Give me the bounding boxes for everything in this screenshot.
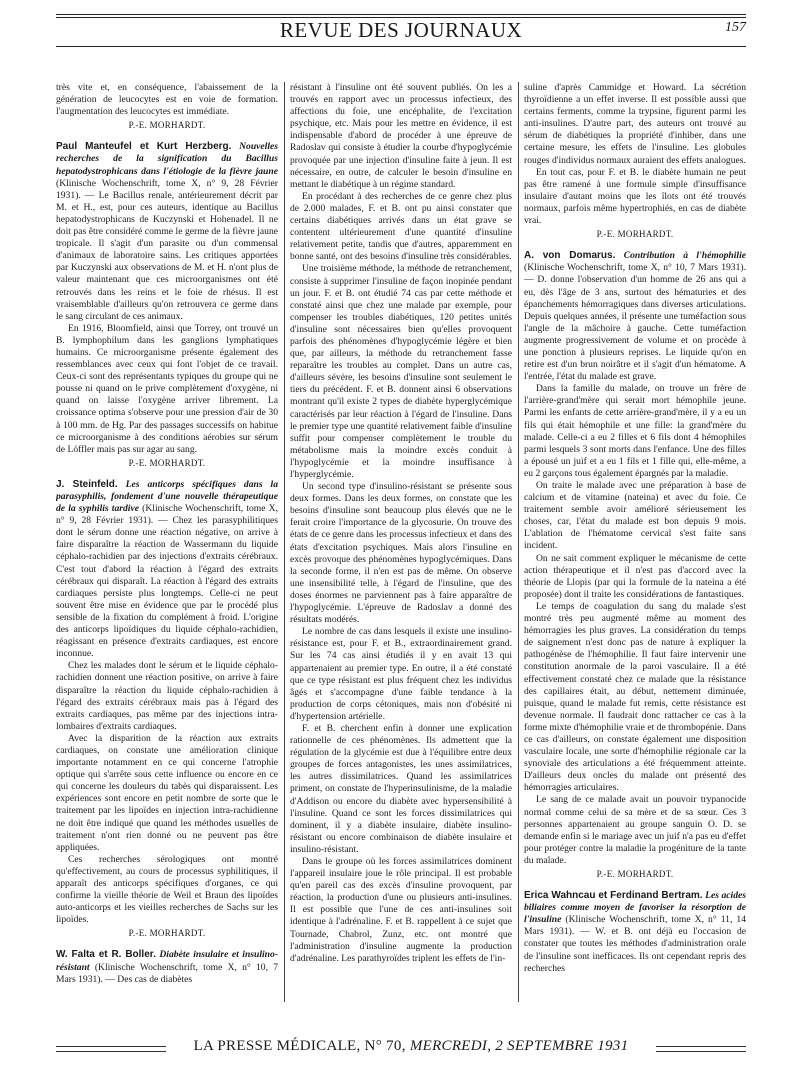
paragraph: Dans la famille du malade, on trouve un frère de l'arrière-grand'mère qui serait mort hémophile jeune. Parmi les enfants de cette arrière-grand'mère, il y a eu un fils qui était hémophile et une fille: la grand'mère du malade. Celle-ci a eu 2 filles et 6 fils dont 4 hémophiles parmi lesquels 3 sont morts dans l'enfance. Une des filles a épousé un juif et a eu 1 fils et 1 fille qui, elle-même, a eu 2 garçons tous également épargnés par la maladie. [524,383,746,479]
article-authors: J. Steinfeld. [56,478,118,490]
paragraph: Le Bacillus renale, antérieurement décrit par M. et H., est, pour ces auteurs, identique au Bacillus hepatodystrophicans de Kuczynski et Hohenadel. Il ne doit pas être considéré comme le germe de la fièvre jaune tropicale. Il s'agit d'un parasite ou d'un commensal d'animaux de laboratoire sains. Les critiques apportées par Kuczynski aux observations de M. et H. n'ont plus de valeur maintenant que ces microorganismes ont été retrouvés dans les reins et le foie de rhésus. Il est vraisemblable d'ailleurs qu'on retrouvera ce germe dans le sang circulant de ces animaux. [56,189,278,322]
article-source: (Klinische Wochenschrift, tome X, n° 11, 14 Mars 1931). — [524,914,746,938]
signature: P.-E. MORHARDT. [596,869,674,879]
footer-date: MERCREDI, 2 SEPTEMBRE 1931 [409,1038,629,1054]
article-authors: Erica Wahncau et Ferdinand Bertram. [524,890,703,902]
article-heading [56,479,278,660]
paragraph: En 1916, Bloomfield, ainsi que Torrey, ont trouvé un B. lymphophilum dans les ganglions lymphatiques humains. Ce microorganisme présente également des ressemblances avec ceux qui font l'objet de ce travail. Ceux-ci sont des représentants typiques du groupe qui ne pousse ni quand on le prive complètement d'oxygène, ni quand on laisse l'oxygène arriver librement. La croissance optima s'observe pour une pression d'air de 30 à 100 mm. de Hg. Par des passages successifs on habitue ce microorganisme à des conditions aérobies sur sérum de Löffler mais pas sur agar au sang. [56,322,278,455]
column-1 [56,82,278,1002]
column-3 [524,82,746,1002]
article-continued [56,82,278,131]
article-columns [56,82,746,1002]
article-heading [524,890,746,975]
signature: P.-E. MORHARDT. [128,928,206,939]
page-number: 157 [725,20,746,35]
paragraph: F. et B. cherchent enfin à donner une explication rationnelle de ces phénomènes. Ils admettent que la régulation de la glycémie est due à l'équilibre entre deux groupes de forces antagonistes, les unes assimilatrices, les autres dissimilatrices. Quand les assimilatrices priment, on constate de l'hyperinsulinisme, de la maladie d'Addison ou encore du diabète avec hypersensibilité à l'insuline. Quand ce sont les forces dissimilatrices qui dominent, il y a diabète insulaire, diabète insulino-résistant ou encore combinaison de diabète insulaire et insulino-résistant. [290,722,512,855]
footer-journal: LA PRESSE MÉDICALE, N° 70, [193,1038,406,1054]
page-footer [56,1038,746,1060]
article-authors: A. von Domarus. [524,250,616,262]
paragraph: Des cas de diabètes [117,973,193,985]
paragraph: Chez les parasyphilitiques dont le sérum donne une réaction négative, on arrive à faire disparaître la réaction de Wassermann du liquide céphalo-rachidien par des injections d'extraits cérébraux. C'est tout d'abord la réaction à l'égard des extraits cérébraux qui disparaît. La réaction à l'égard des extraits cardiaques persiste plus longtemps. Celle-ci ne peut souvent être mise en évidence que par le procédé plus sensible de la fixation du complément à froid. L'origine des anticorps lipoïdiques du liquide céphalo-rachidien, réagissant en présence d'extraits cardiaques, est encore inconnue. [56,515,278,660]
paragraph: très vite et, en conséquence, l'abaissement de la génération de leucocytes est en voie de formation. l'augmentation des leucocytes est immédiate. [56,82,278,118]
page-header [56,14,746,48]
paragraph: Le nombre de cas dans lesquels il existe une insulino-résistance est, pour F. et B., extraordinairement grand. Sur les 74 cas ainsi étudiés il y en avait 13 qui appartenaient au premier type. En outre, il a été constaté que ce type résistant est plus fréquent chez les individus âgés et s'accompagne d'une faible tendance à la production de corps cétoniques, mais non d'obésité ni d'hypertension artérielle. [290,626,512,722]
article-heading [524,250,746,383]
paragraph: résistant à l'insuline ont été souvent publiés. On les a trouvés en rapport avec un processus infectieux, des affections du foie, une encéphalite, de l'excitation psychique, etc. Mais pour les mettre en évidence, il est indispensable d'abord de procéder à une épreuve de Radoslav qui consiste à étudier la courbe d'hypoglycémie provoquée par une injection d'insuline faite à jeun. Il est nécessaire, en outre, de calculer le besoin d'insuline en mettant le diabétique à un régime standard. [290,82,512,190]
signature: P.-E. MORHARDT. [128,120,206,131]
paragraph: On ne sait comment expliquer le mécanisme de cette action thérapeutique et il n'est pas d'accord avec la théorie de Llopis (par qui la formule de la nateina a été proposée) dont il traite les considérations de fantastiques. [524,552,746,600]
article-heading [56,141,278,322]
footer-rule [656,1046,746,1052]
article-wahncau [524,890,746,975]
article-manteufel [56,141,278,469]
paragraph: Le temps de coagulation du sang du malade s'est montré très peu augmenté même au moment des hémorragies les plus graves. La considération du temps de saignement n'est donc pas de nature à expliquer la pathogénèse de l'hémophilie. Il faut faire intervenir une constitution anormale de la paroi vasculaire. Il a été effectivement constaté chez ce malade que la résistance des capillaires était, au début, nettement diminuée, puisque, quand le malade fut remis, cette résistance est devenue normale. Il faudrait donc rattacher ce cas à la forme mixte d'hémophilie vraie et de thrombopénie. Dans ce cas d'ailleurs, on constate également une disposition vasculaire locale, une sorte d'hémophilie régionale car la synoviale des articulations a été fréquemment atteinte. D'ailleurs deux oncles du malade ont présenté des hémorragies articulaires. [524,600,746,794]
article-falta [56,949,278,985]
paragraph: Dans le groupe où les forces assimilatrices dominent l'appareil insulaire joue le rôle principal. Il est probable qu'en pareil cas des excès d'insuline provoquent, par réaction, la production d'une ou plusieurs anti-insulines. Il est possible que l'une de ces anti-insulines soit identique à l'adrénaline. F. et B. rappellent à ce sujet que Tournade, Chabrol, Zunz, etc. ont montré que l'administration d'insuline augmente la production d'adrénaline. Les parathyroïdes triplent les effets de l'in- [290,856,512,964]
article-source: (Klinische Wochenschrift, tome X, n° 10, 7 Mars 1931). — [524,262,746,286]
column-divider [518,82,519,1002]
column-divider [284,82,285,1002]
paragraph: suline d'après Cammidge et Howard. La sécrétion thyroïdienne a un effet inverse. Il est possible aussi que certains ferments, comme la trypsine, figurent parmi les anti-insulines. D'autre part, des auteurs ont trouvé au sérum de diabétiques la propriété d'inhiber, dans une certaine mesure, les effets de l'insuline. Les globules rouges d'individus normaux auraient des effets analogues. [524,82,746,166]
article-domarus [524,250,746,880]
article-continued [524,82,746,240]
signature: P.-E. MORHARDT. [128,457,206,468]
paragraph: D. donne l'observation d'un homme de 26 ans qui a eu, dès l'âge de 3 ans, surtout des hématuries et des épanchements hémorragiques dans diverses articulations. Depuis quelques années, il présente une tuméfaction sous l'angle de la mâchoire à gauche. Cette tuméfaction augmente progressivement de volume et on procède à une ponction à plusieurs reprises. Le liquide qu'on en retire est d'un brun noirâtre et il s'agit d'un hématome. A l'entrée, l'état du malade est grave. [524,274,746,383]
article-heading [56,949,278,985]
paragraph: Une troisième méthode, la méthode de retranchement, consiste à supprimer l'insuline de façon inopinée pendant un jour. F. et B. ont étudié 74 cas par cette méthode et constaté ainsi que chez une malade par exemple, pour compenser les troubles diabétiques, 120 petites unités d'insuline sont nécessaires bien qu'elles provoquent parfois des phénomènes d'hypoglycémie légère et bien que, par ailleurs, la méthode du retranchement fasse reparaître les troubles au complet. Dans un autre cas, d'ailleurs sévère, les besoins d'insuline sont seulement le tiers du précédent. F. et B. donnent ainsi 6 observations montrant qu'il existe 2 types de diabète hyperglycémique caractérisés par leur réaction à l'égard de l'insuline. Dans le premier type une quantité relativement faible d'insuline suffit pour compenser complètement le trouble du métabolisme mais la moindre excès conduit à l'hypoglycémie et la moindre insuffisance à l'hyperglycémie. [290,263,512,480]
article-title: Diabète insulaire et insulino-résistant [56,949,278,973]
journal-section-title: REVUE DES JOURNAUX [279,18,523,42]
article-authors: Paul Manteufel et Kurt Herzberg. [56,141,232,153]
footer-rule [56,1046,166,1052]
paragraph: Ces recherches sérologiques ont montré qu'effectivement, au cours de processus syphilitiques, il apparaît des anticorps spécifiques d'organes, ce qui confirme la vieille théorie de Weil et Braun des lipoïdes auto-anticorps et les vieilles recherches de Sachs sur les lipoïdes. [56,853,278,926]
paragraph: Avec la disparition de la réaction aux extraits cardiaques, on constate une amélioration clinique importante notamment en ce qui concerne l'atrophie optique qui s'arrête sous cette influence ou encore en ce qui concerne les douleurs du tabès qui disparaissent. Les expériences sont encore en petit nombre de sorte que le traitement par les lipoïdes en injection intra-rachidienne ne doit être indiqué que quand les méthodes usuelles de traitement n'ont rien donné ou ne peuvent pas être appliquées. [56,732,278,853]
paragraph: W. et B. ont déjà eu l'occasion de constater que toutes les méthodes d'administration orale de l'insuline sont inefficaces. Ils ont cependant repris des recherches [524,926,746,974]
article-source: (Klinische Wochenschrift, tome X, n° 9, 28 Février 1931). — [56,503,278,527]
signature: P.-E. MORHARDT. [596,229,674,240]
paragraph: En tout cas, pour F. et B. le diabète humain ne peut pas être ramené à une formule simple d'insuffisance insulaire d'autant moins que les îlots ont été trouvés normaux, parfois même hypertrophiés, en cas de diabète vrai. [524,166,746,227]
article-title: Les anticorps spécifiques dans la parasyphilis, fondement d'une nouvelle thérapeutique de la syphilis tardive [56,478,278,515]
article-title: Contribution à l'hémophilie [623,250,746,262]
column-2 [290,82,512,1002]
article-steinfeld [56,479,278,940]
article-source: (Klinische Wochenschrift, tome X, n° 10, 7 Mars 1931). — [56,961,278,985]
article-source: (Klinische Wochenschrift, tome X, n° 9, 28 Février 1931). — [56,177,278,201]
paragraph: Le sang de ce malade avait un pouvoir trypanocide normal comme celui de sa mère et de sa sœur. Ces 3 personnes appartenaient au groupe sanguin O. D. se demande enfin si le mariage avec un juif n'a pas eu d'effet pour protéger contre la maladie la progéniture de la tante du malade. [524,794,746,866]
article-authors: W. Falta et R. Boller. [56,949,156,961]
paragraph: Un second type d'insulino-résistant se présente sous deux formes. Dans les deux formes, on constate que les besoins d'insuline sont beaucoup plus élevés que ne le ferait croire l'importance de la glycosurie. On trouve des états de ce genre dans les processus infectieux et dans des états d'excitation psychiques. Mais alors l'insuline en excès provoque des phénomènes hypoglycémiques. Dans la seconde forme, il n'en est pas de même. On observe une insensibilité telle, à l'égard de l'insuline, que des doses énormes ne parviennent pas à faire apparaître de l'hypoglycémie. L'épreuve de Radoslav a donné des résultats modérés. [290,481,512,626]
article-title: Nouvelles recherches de la signification du Bacillus hepatodystrophicans dans l'étiologie de la fièvre jaune [56,141,278,177]
footer-text [176,1038,646,1055]
paragraph: En procédant à des recherches de ce genre chez plus de 2.000 malades, F. et B. ont pu ainsi constater que certains diabétiques arrivés dans un état grave se contentent ultérieurement d'une quantité d'insuline relativement petite, tandis que d'autres, apparemment en bonne santé, ont des besoins d'insuline très considérables. [290,190,512,263]
paragraph: On traite le malade avec une préparation à base de calcium et de vitamine (nateina) et avec du foie. Ce traitement semble avoir amélioré sérieusement les choses, car, l'état du malade est bon depuis 9 mois. L'ablation de l'hématome cervical s'est faite sans incident. [524,480,746,552]
article-title: Les acides biliaires comme moyen de favoriser la résorption de l'insuline [524,890,746,926]
paragraph: Chez les malades dont le sérum et le liquide céphalo-rachidien donnent une réaction positive, on arrive à faire disparaître la réaction du liquide céphalo-rachidien à l'égard des extraits cérébraux mais pas à l'égard des extraits cardiaques, pas même par des injections intra-lombaires d'extraits cardiaques. [56,660,278,732]
